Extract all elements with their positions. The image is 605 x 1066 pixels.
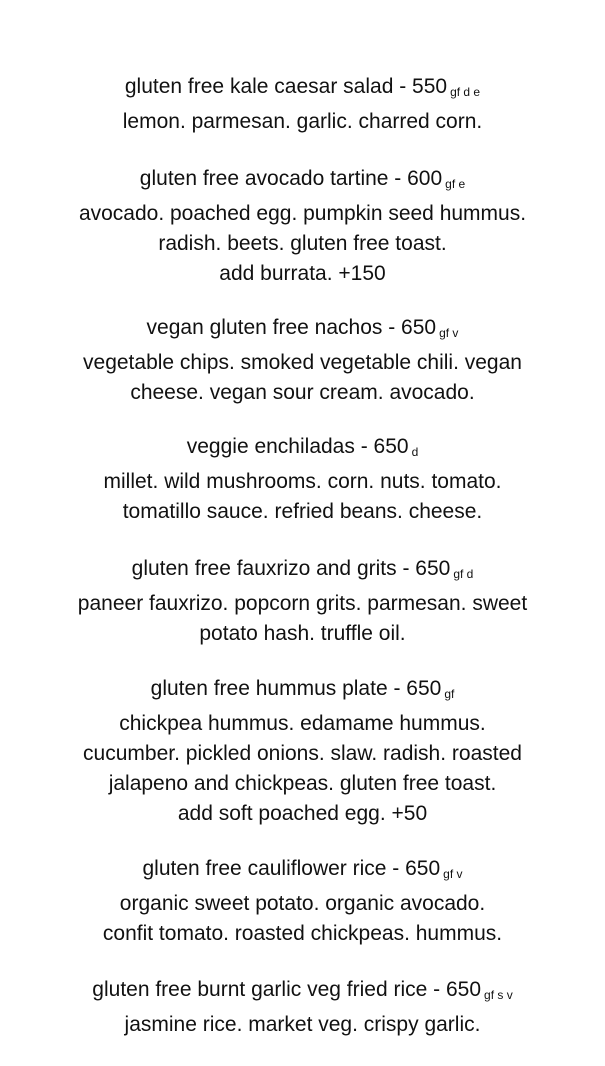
menu-item-kale-caesar-salad (0, 72, 605, 137)
item-description: radish. beets. gluten free toast. (158, 232, 447, 255)
menu-item-cauliflower-rice (0, 854, 605, 949)
item-addon: add soft poached egg. +50 (177, 802, 428, 825)
menu-item-avocado-tartine (0, 164, 605, 289)
menu-item-fauxrizo-grits (0, 554, 605, 649)
item-title: vegan gluten free nachos - 650 gf v (146, 316, 459, 340)
item-title: gluten free avocado tartine - 600 gf e (139, 167, 466, 191)
dietary-tags: gf (444, 687, 455, 701)
item-description: potato hash. truffle oil. (199, 622, 406, 645)
item-description: cucumber. pickled onions. slaw. radish. roasted (83, 742, 522, 765)
item-description: lemon. parmesan. garlic. charred corn. (122, 110, 483, 133)
menu-item-burnt-garlic-fried-rice (0, 975, 605, 1040)
dietary-tags: gf v (439, 326, 459, 340)
dietary-tags: gf d (453, 567, 474, 581)
item-description: jasmine rice. market veg. crispy garlic. (124, 1013, 481, 1036)
dietary-tags: d (411, 445, 419, 459)
item-description: vegetable chips. smoked vegetable chili. vegan (83, 351, 522, 374)
menu-item-veggie-enchiladas (0, 432, 605, 527)
item-description: cheese. vegan sour cream. avocado. (130, 381, 475, 404)
item-title: gluten free burnt garlic veg fried rice - 650 gf s v (92, 978, 513, 1002)
item-description: tomatillo sauce. refried beans. cheese. (122, 500, 483, 523)
item-description: organic sweet potato. organic avocado. (119, 892, 486, 915)
item-title: veggie enchiladas - 650 d (186, 435, 419, 459)
dietary-tags: gf d e (450, 85, 481, 99)
item-title: gluten free fauxrizo and grits - 650 gf d (131, 557, 474, 581)
dietary-tags: gf e (445, 177, 466, 191)
item-title: gluten free cauliflower rice - 650 gf v (142, 857, 463, 881)
item-description: confit tomato. roasted chickpeas. hummus. (102, 922, 503, 945)
menu-item-vegan-nachos (0, 313, 605, 408)
dietary-tags: gf v (443, 867, 463, 881)
item-description: avocado. poached egg. pumpkin seed hummus. (78, 202, 527, 225)
item-title: gluten free hummus plate - 650 gf (150, 677, 455, 701)
dietary-tags: gf s v (484, 988, 513, 1002)
item-addon: add burrata. +150 (219, 262, 386, 285)
item-description: jalapeno and chickpeas. gluten free toast. (108, 772, 497, 795)
item-description: chickpea hummus. edamame hummus. (119, 712, 486, 735)
menu-item-hummus-plate (0, 674, 605, 829)
item-description: paneer fauxrizo. popcorn grits. parmesan. sweet (77, 592, 528, 615)
item-description: millet. wild mushrooms. corn. nuts. tomato. (103, 470, 502, 493)
item-title: gluten free kale caesar salad - 550 gf d e (124, 75, 481, 99)
